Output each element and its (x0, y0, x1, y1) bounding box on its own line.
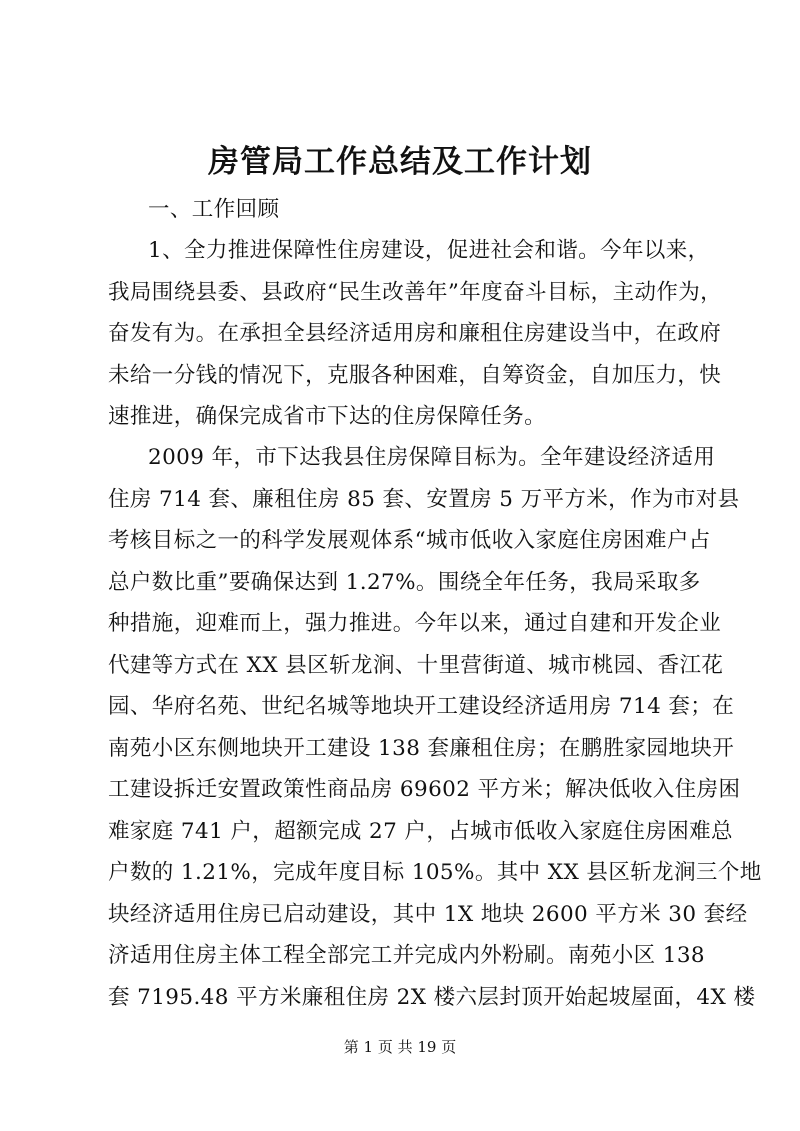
paragraph-line: 考核目标之一的科学发展观体系“城市低收入家庭住房困难户占 (108, 528, 711, 553)
section-heading: 一、工作回顾 (148, 197, 280, 222)
paragraph-1 (108, 230, 723, 438)
paragraph-line: 1、全力推进保障性住房建设，促进社会和谐。今年以来， (148, 238, 710, 263)
paragraph-line: 未给一分钱的情况下，克服各种困难，自筹资金，自加压力，快 (108, 362, 722, 388)
document-title: 房管局工作总结及工作计划 (208, 144, 592, 180)
paragraph-line: 块经济适用住房已启动建设，其中 1X 地块 2600 平方米 30 套经 (108, 901, 748, 927)
paragraph-line: 我局围绕县委、县政府“民生改善年”年度奋斗目标，主动作为， (108, 279, 723, 305)
paragraph-line: 济适用住房主体工程全部完工并完成内外粉刷。南苑小区 138 (108, 943, 705, 968)
paragraph-line: 代建等方式在 XX 县区斩龙涧、十里营街道、城市桃园、香江花 (108, 652, 724, 678)
paragraph-line: 难家庭 741 户，超额完成 27 户，占城市低收入家庭住房困难总 (108, 818, 733, 844)
paragraph-line: 奋发有为。在承担全县经济适用房和廉租住房建设当中，在政府 (108, 321, 722, 346)
paragraph-line: 速推进，确保完成省市下达的住房保障任务。 (108, 404, 547, 429)
page-footer: 第 1 页 共 19 页 (343, 1038, 457, 1056)
paragraph-line: 工建设拆迁安置政策性商品房 69602 平方米；解决低收入住房困 (108, 777, 741, 802)
paragraph-line: 户数的 1.21%，完成年度目标 105%。其中 XX 县区斩龙涧三个地 (108, 860, 762, 885)
paragraph-2 (108, 437, 762, 1018)
paragraph-line: 园、华府名苑、世纪名城等地块开工建设经济适用房 714 套；在 (108, 694, 735, 719)
paragraph-line: 套 7195.48 平方米廉租住房 2X 楼六层封顶开始起坡屋面，4X 楼 (108, 984, 756, 1010)
paragraph-line: 2009 年，市下达我县住房保障目标为。全年建设经济适用 (148, 445, 716, 470)
paragraph-line: 住房 714 套、廉租住房 85 套、安置房 5 万平方米，作为市对县 (108, 486, 740, 512)
paragraph-line: 种措施，迎难而上，强力推进。今年以来，通过自建和开发企业 (108, 611, 722, 636)
paragraph-line: 总户数比重”要确保达到 1.27%。围绕全年任务，我局采取多 (108, 569, 701, 595)
paragraph-line: 南苑小区东侧地块开工建设 138 套廉租住房；在鹏胜家园地块开 (108, 735, 735, 761)
